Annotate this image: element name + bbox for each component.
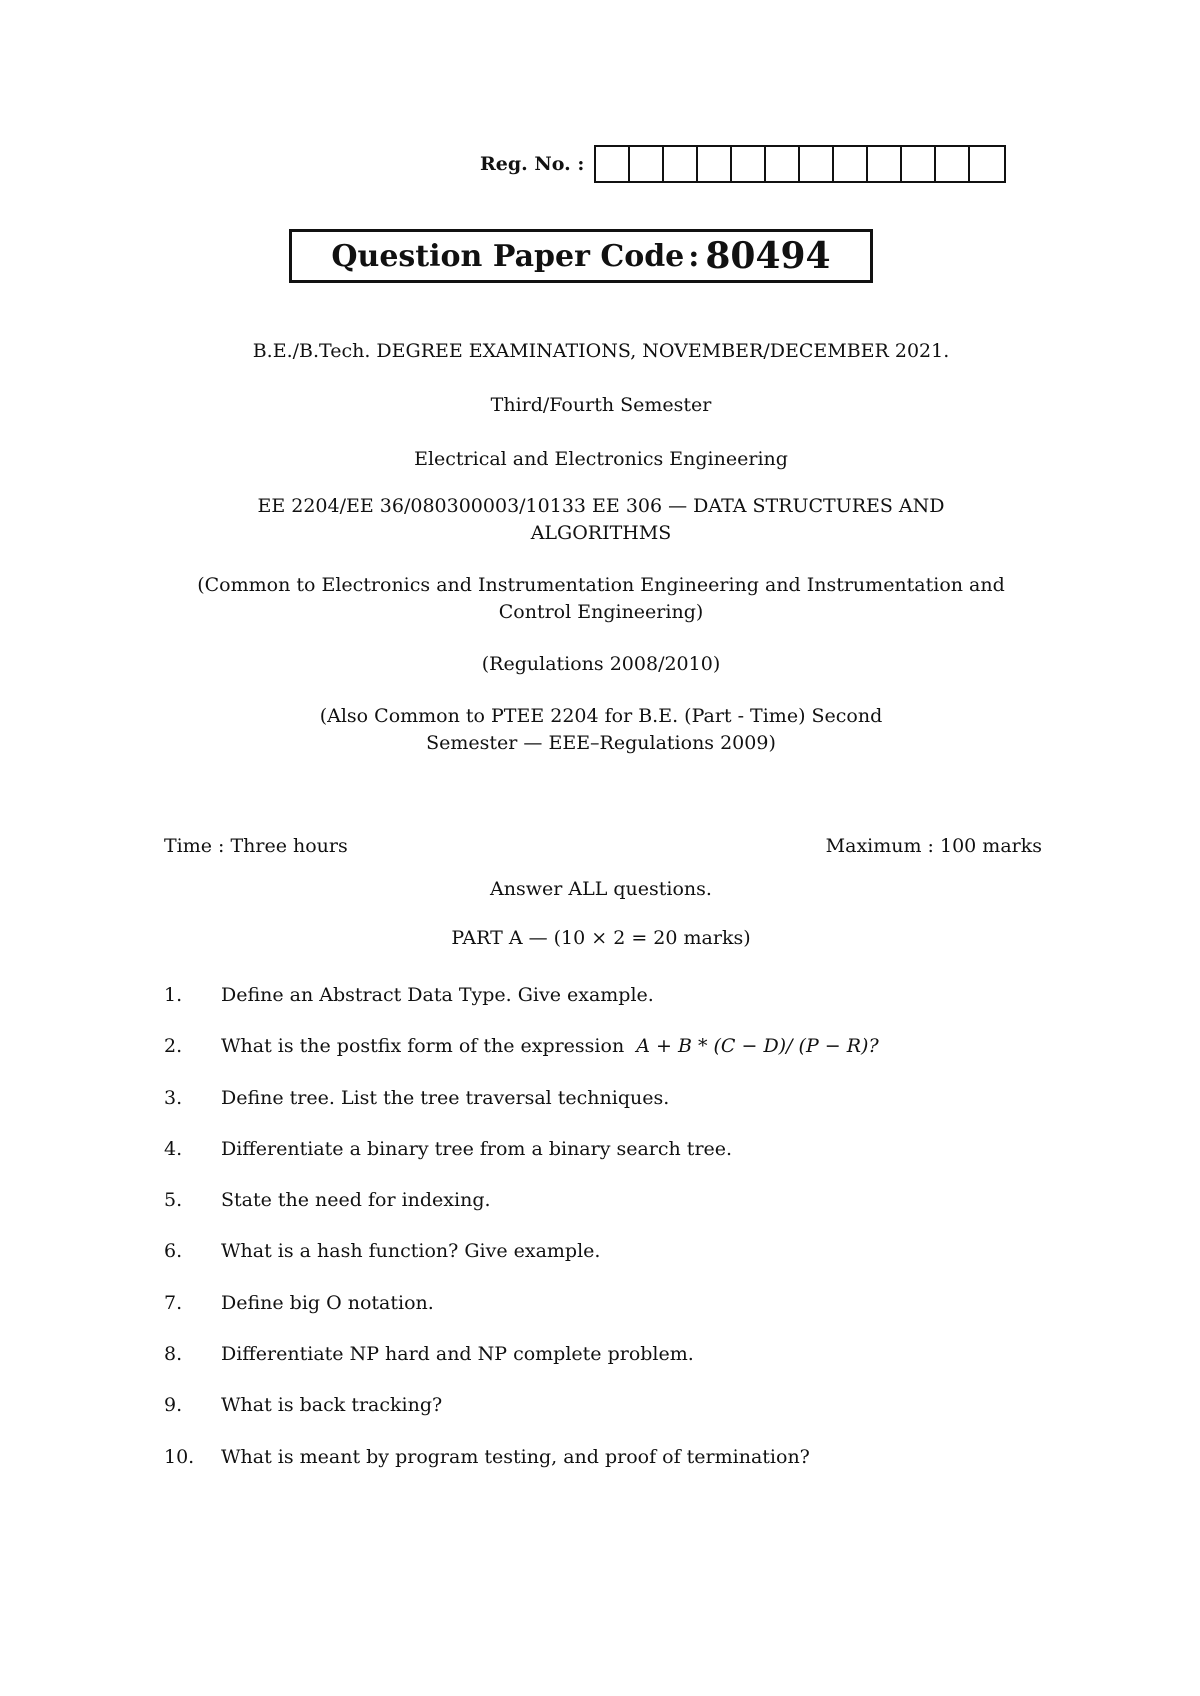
maximum-marks: Maximum : 100 marks xyxy=(825,835,1042,857)
reg-no-box[interactable] xyxy=(698,147,732,181)
paper-code-separator: : xyxy=(688,238,700,274)
question-number: 9. xyxy=(164,1394,183,1417)
paper-code-value: 80494 xyxy=(705,235,831,277)
semester: Third/Fourth Semester xyxy=(490,394,712,416)
question-text: Differentiate NP hard and NP complete problem. xyxy=(221,1343,694,1366)
reg-no-box[interactable] xyxy=(766,147,800,181)
question-list xyxy=(164,984,1044,1497)
question-text: Define big O notation. xyxy=(221,1291,434,1314)
question-number: 8. xyxy=(164,1343,183,1366)
regulations: (Regulations 2008/2010) xyxy=(481,653,721,675)
question-item xyxy=(164,1292,1044,1343)
question-number: 3. xyxy=(164,1086,183,1109)
question-item xyxy=(164,1394,1044,1445)
reg-no-box[interactable] xyxy=(596,147,630,181)
time-allowed: Time : Three hours xyxy=(164,835,348,857)
department: Electrical and Electronics Engineering xyxy=(414,448,788,470)
course-title: EE 2204/EE 36/080300003/10133 EE 306 — DATA STRUCTURES AND ALGORITHMS xyxy=(257,495,945,544)
question-item xyxy=(164,1087,1044,1138)
question-text: What is a hash function? Give example. xyxy=(221,1240,601,1263)
question-paper-code-box xyxy=(289,229,873,283)
question-text-with-math xyxy=(221,1035,1044,1057)
reg-no-box[interactable] xyxy=(732,147,766,181)
reg-no-box[interactable] xyxy=(902,147,936,181)
question-number: 1. xyxy=(164,984,183,1006)
exam-header xyxy=(160,338,1042,784)
question-item xyxy=(164,1035,1044,1086)
question-item xyxy=(164,1343,1044,1394)
reg-no-box[interactable] xyxy=(834,147,868,181)
question-text: What is meant by program testing, and proof of termination? xyxy=(221,1445,810,1468)
question-text: Define tree. List the tree traversal techniques. xyxy=(221,1086,670,1109)
question-text: State the need for indexing. xyxy=(221,1189,491,1212)
reg-no-row xyxy=(480,145,1006,183)
instruction: Answer ALL questions. xyxy=(490,878,712,900)
paper-code-label: Question Paper Code xyxy=(331,238,685,274)
question-item xyxy=(164,1189,1044,1240)
question-number: 7. xyxy=(164,1291,183,1314)
question-number: 5. xyxy=(164,1189,183,1212)
reg-no-box[interactable] xyxy=(970,147,1004,181)
common-to-note: (Common to Electronics and Instrumentation Engineering and Instrumentation and Control Engineering) xyxy=(197,574,1005,623)
reg-no-box[interactable] xyxy=(936,147,970,181)
reg-no-boxes[interactable] xyxy=(594,145,1006,183)
reg-no-box[interactable] xyxy=(800,147,834,181)
reg-no-box[interactable] xyxy=(868,147,902,181)
question-text: What is the postfix form of the expression xyxy=(221,1035,625,1058)
question-text: What is back tracking? xyxy=(221,1394,443,1417)
question-number: 4. xyxy=(164,1137,183,1160)
question-number: 6. xyxy=(164,1240,183,1263)
question-text: Define an Abstract Data Type. Give example. xyxy=(221,984,654,1006)
part-a-title: PART A — (10 × 2 = 20 marks) xyxy=(451,927,751,949)
question-item xyxy=(164,984,1044,1035)
question-number: 2. xyxy=(164,1035,183,1058)
also-common-note: (Also Common to PTEE 2204 for B.E. (Part - Time) Second Semester — EEE–Regulations 2009) xyxy=(319,705,883,754)
question-item xyxy=(164,1240,1044,1291)
time-marks-row xyxy=(164,835,1042,857)
question-item xyxy=(164,1446,1044,1497)
reg-no-box[interactable] xyxy=(630,147,664,181)
question-text: Differentiate a binary tree from a binary search tree. xyxy=(221,1137,733,1160)
question-number: 10. xyxy=(164,1445,195,1468)
reg-no-box[interactable] xyxy=(664,147,698,181)
math-expression: A + B * (C − D)/ (P − R)? xyxy=(636,1035,879,1058)
reg-no-label: Reg. No. : xyxy=(480,153,585,175)
exam-title: B.E./B.Tech. DEGREE EXAMINATIONS, NOVEMBER/DECEMBER 2021. xyxy=(252,340,950,362)
question-item xyxy=(164,1138,1044,1189)
